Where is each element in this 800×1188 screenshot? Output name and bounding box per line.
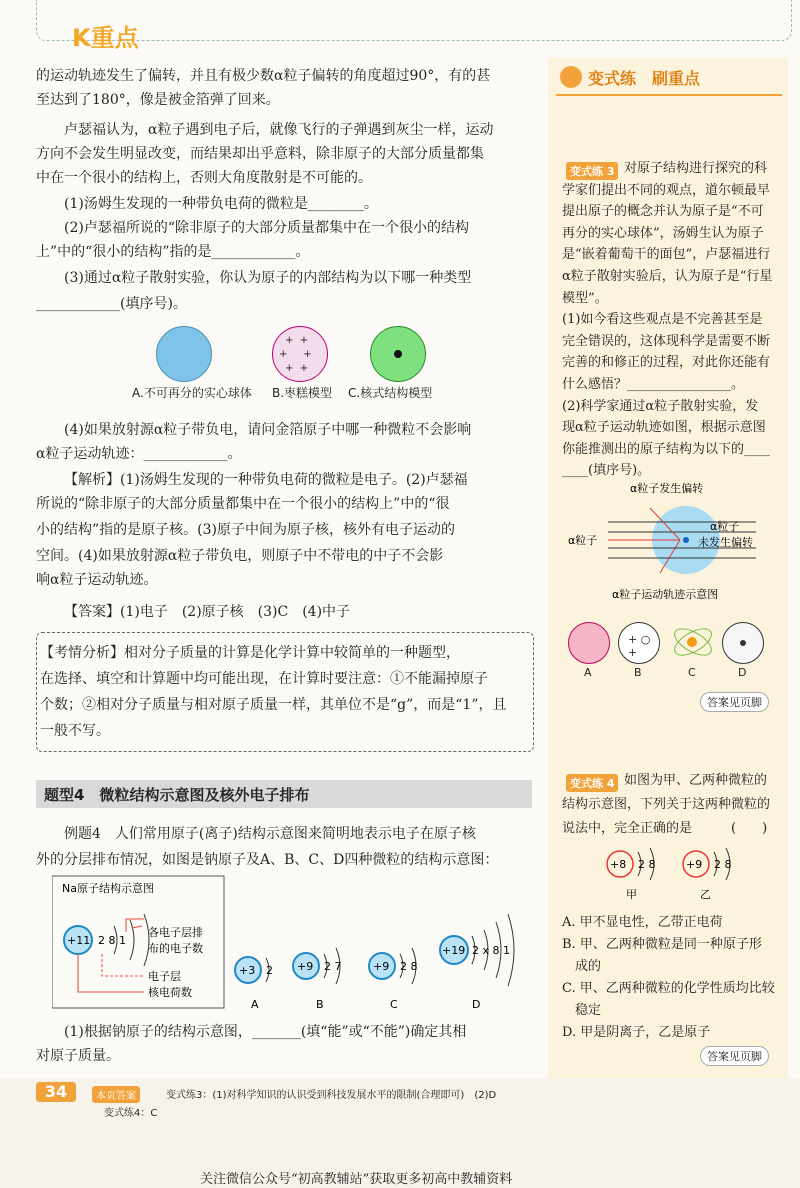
- analysis-line: 空间。(4)如果放射源α粒子带负电，则原子中不带电的中子不会影: [36, 548, 444, 564]
- figure-text: +8: [610, 858, 627, 871]
- figure-text: +3: [239, 964, 256, 977]
- body-line: (1)汤姆生发现的一种带负电荷的微粒是________。: [64, 196, 378, 212]
- figure-text: C: [390, 998, 398, 1011]
- figure-text: α粒子发生偏转: [630, 482, 704, 495]
- answer-key-line-1: 变式练3：(1)对科学知识的认识受到科技发展水平的限制(合理即可) (2)D: [166, 1090, 497, 1101]
- atom-structure-figure: [52, 874, 542, 1014]
- variant-3-tag: 变式练 3: [566, 162, 618, 180]
- body-line: ____________(填序号)。: [36, 296, 187, 312]
- variant-4-tag: 变式练 4: [566, 774, 618, 792]
- atom-b: [293, 948, 342, 1011]
- figure-text: α粒子: [710, 520, 740, 533]
- exam-analysis-box: [36, 632, 534, 752]
- option-d-model: [722, 622, 764, 664]
- answer-key-line-2: 变式练4：C: [104, 1108, 158, 1119]
- question-41-line: 对原子质量。: [36, 1048, 120, 1064]
- variant-4-option: 稳定: [562, 1003, 602, 1018]
- lightbulb-icon: [560, 66, 582, 88]
- figure-text: 2 8: [400, 960, 418, 973]
- example-4-line: 例题4 人们常用原子(离子)结构示意图来简明地表示电子在原子核: [64, 826, 476, 842]
- note-line: 在选择、填空和计算题中均可能出现，在计算时要注意：①不能漏掉原子: [40, 671, 488, 687]
- figure-text: 乙: [700, 888, 711, 901]
- promo-text: 关注微信公众号“初高教辅站”获取更多初高中教辅资料: [200, 1172, 513, 1187]
- variant-4-option: 成的: [562, 959, 602, 974]
- alpha-scattering-figure: [560, 478, 786, 608]
- section-4-header: 题型4 微粒结构示意图及核外电子排布: [36, 780, 532, 808]
- figure-text: +19: [442, 944, 466, 957]
- variant-3-line: 学家们提出不同的观点，道尔顿最早: [562, 182, 771, 198]
- figure-text: D: [472, 998, 481, 1011]
- body-line: 方向不会发生明显改变，而结果却出乎意料，除非原子的大部分质量都集: [36, 146, 484, 162]
- example-4-line: 外的分层排布情况，如图是钠原子及A、B、C、D四种微粒的结构示意图：: [36, 852, 499, 868]
- figure-text: Na原子结构示意图: [62, 882, 154, 895]
- answer-link-2[interactable]: 答案见页脚: [700, 1046, 769, 1066]
- figure-text: 核电荷数: [148, 986, 192, 999]
- question-41-line: (1)根据钠原子的结构示意图，_______(填“能”或“不能”)确定其相: [64, 1024, 467, 1040]
- model-a-solid-sphere: [156, 326, 212, 382]
- analysis-line: 小的结构”指的是原子核。(3)原子中间为原子核，核外有电子运动的: [36, 522, 455, 538]
- answer-line: 【答案】(1)电子 (2)原子核 (3)C (4)中子: [64, 604, 351, 620]
- note-line: 一般不写。: [40, 723, 110, 739]
- variant-3-line: 是“嵌着葡萄干的面包”，卢瑟福进行: [562, 247, 771, 263]
- figure-text: 布的电子数: [148, 942, 203, 955]
- variant-3-line: 现α粒子运动轨迹如图，根据示意图: [562, 420, 766, 436]
- answer-link-1[interactable]: 答案见页脚: [700, 692, 769, 712]
- logo: K重点: [72, 24, 139, 52]
- variant-3-line: ____(填序号)。: [562, 463, 651, 479]
- variant-3-line: (2)科学家通过α粒子散射实验，发: [562, 398, 759, 414]
- model-c-label: C.核式结构模型: [348, 386, 433, 400]
- option-c-model: [670, 620, 714, 664]
- model-b-plum-pudding: + + + + + +: [272, 326, 328, 382]
- body-line: (2)卢瑟福所说的“除非原子的大部分质量都集中在一个很小的结构: [64, 220, 469, 236]
- figure-text: A: [251, 998, 259, 1011]
- figure-text: 2 7: [324, 960, 342, 973]
- figure-text: +9: [686, 858, 703, 871]
- variant-4-option: C. 甲、乙两种微粒的化学性质均比较: [562, 981, 775, 996]
- note-line: 个数；②相对分子质量与相对原子质量一样，其单位不是“g”，而是“1”，且: [40, 697, 507, 713]
- body-line: 至达到了180°，像是被金箔弹了回来。: [36, 92, 280, 108]
- nucleus-dot: [394, 350, 402, 358]
- figure-text: +9: [297, 960, 314, 973]
- variant-3-line: 对原子结构进行探究的科: [624, 161, 768, 176]
- option-a-model: [568, 622, 610, 664]
- variant-3-line: 提出原子的概念并认为原子是“不可: [562, 204, 764, 220]
- figure-text: +9: [373, 960, 390, 973]
- variant-4-line: 说法中，完全正确的是 ( ): [562, 821, 768, 836]
- variant-3-line: 完全错误的，这体现科学是需要不断: [562, 333, 771, 349]
- atom-a: [235, 957, 273, 1011]
- sidebar-header: 变式练 刷重点: [556, 64, 782, 96]
- figure-text: 2 8: [638, 858, 656, 871]
- note-line: 【考情分析】相对分子质量的计算是化学计算中较简单的一种题型，: [40, 645, 460, 661]
- question-4-line: (4)如果放射源α粒子带负电，请问金箔原子中哪一种微粒不会影响: [64, 422, 472, 438]
- variant-3-line: α粒子散射实验后，认为原子是“行星: [562, 269, 773, 284]
- body-line: (3)通过α粒子散射实验，你认为原子的内部结构为以下哪一种类型: [64, 270, 472, 286]
- variant-4-option: A. 甲不显电性，乙带正电荷: [562, 915, 723, 930]
- body-line: 上”中的“很小的结构”指的是____________。: [36, 244, 310, 260]
- figure-text: 2 x 8 1: [472, 944, 510, 957]
- model-c-nuclear: [370, 326, 426, 382]
- question-4-line: α粒子运动轨迹：____________。: [36, 446, 242, 462]
- option-b-model: + ○ +: [618, 622, 660, 664]
- analysis-line: 【解析】(1)汤姆生发现的一种带负电荷的微粒是电子。(2)卢瑟福: [64, 472, 468, 488]
- figure-text: +11: [67, 934, 91, 947]
- variant-4-option: B. 甲、乙两种微粒是同一种原子形: [562, 937, 762, 952]
- variant-3-line: 再分的实心球体”，汤姆生认为原子: [562, 225, 764, 241]
- body-line: 中在一个很小的结构上，否则大角度散射是不可能的。: [36, 170, 372, 186]
- atom-d: [440, 914, 514, 1011]
- figure-text: B: [316, 998, 324, 1011]
- analysis-line: 所说的“除非原子的大部分质量都集中在一个很小的结构上”中的“很: [36, 496, 450, 512]
- body-line: 的运动轨迹发生了偏转，并且有极少数α粒子偏转的角度超过90°，有的甚: [36, 68, 491, 84]
- figure-text: 2 8 1: [98, 934, 126, 947]
- variant-4-line: 如图为甲、乙两种微粒的: [624, 773, 768, 788]
- atom-c: [369, 948, 418, 1011]
- option-a-label: A: [584, 666, 592, 679]
- variant-3-line: 你能推测出的原子结构为以下的____: [562, 441, 771, 457]
- variant-3-line: 什么感悟？________________。: [562, 377, 745, 392]
- top-border: [36, 0, 792, 41]
- body-line: 卢瑟福认为，α粒子遇到电子后，就像飞行的子弹遇到灰尘一样，运动: [64, 122, 494, 138]
- variant-3-line: 完善的和修正的过程，对此你还能有: [562, 355, 771, 371]
- option-b-label: B: [634, 666, 642, 679]
- figure-text: 未发生偏转: [698, 536, 753, 549]
- page-number: 34: [36, 1082, 76, 1102]
- option-c-label: C: [688, 666, 696, 679]
- answer-key-tag: 本页答案: [92, 1086, 140, 1103]
- variant-4-option: D. 甲是阴离子，乙是原子: [562, 1025, 711, 1040]
- figure-text: α粒子: [568, 534, 598, 547]
- model-b-label: B.枣糕模型: [272, 386, 333, 400]
- analysis-line: 响α粒子运动轨迹。: [36, 572, 158, 588]
- variant-4-line: 结构示意图，下列关于这两种微粒的: [562, 797, 771, 812]
- variant-3-line: (1)如今看这些观点是不完善甚至是: [562, 312, 763, 328]
- model-a-label: A.不可再分的实心球体: [132, 386, 252, 400]
- figure-text: α粒子运动轨迹示意图: [612, 588, 719, 601]
- figure-text: 各电子层排: [148, 926, 203, 939]
- figure-text: 2: [266, 964, 273, 977]
- jia-yi-figure: [600, 846, 770, 906]
- figure-text: 电子层: [148, 970, 181, 983]
- variant-3-line: 模型”。: [562, 290, 608, 306]
- figure-text: 2 8: [714, 858, 732, 871]
- figure-text: 甲: [626, 888, 637, 901]
- option-d-label: D: [738, 666, 747, 679]
